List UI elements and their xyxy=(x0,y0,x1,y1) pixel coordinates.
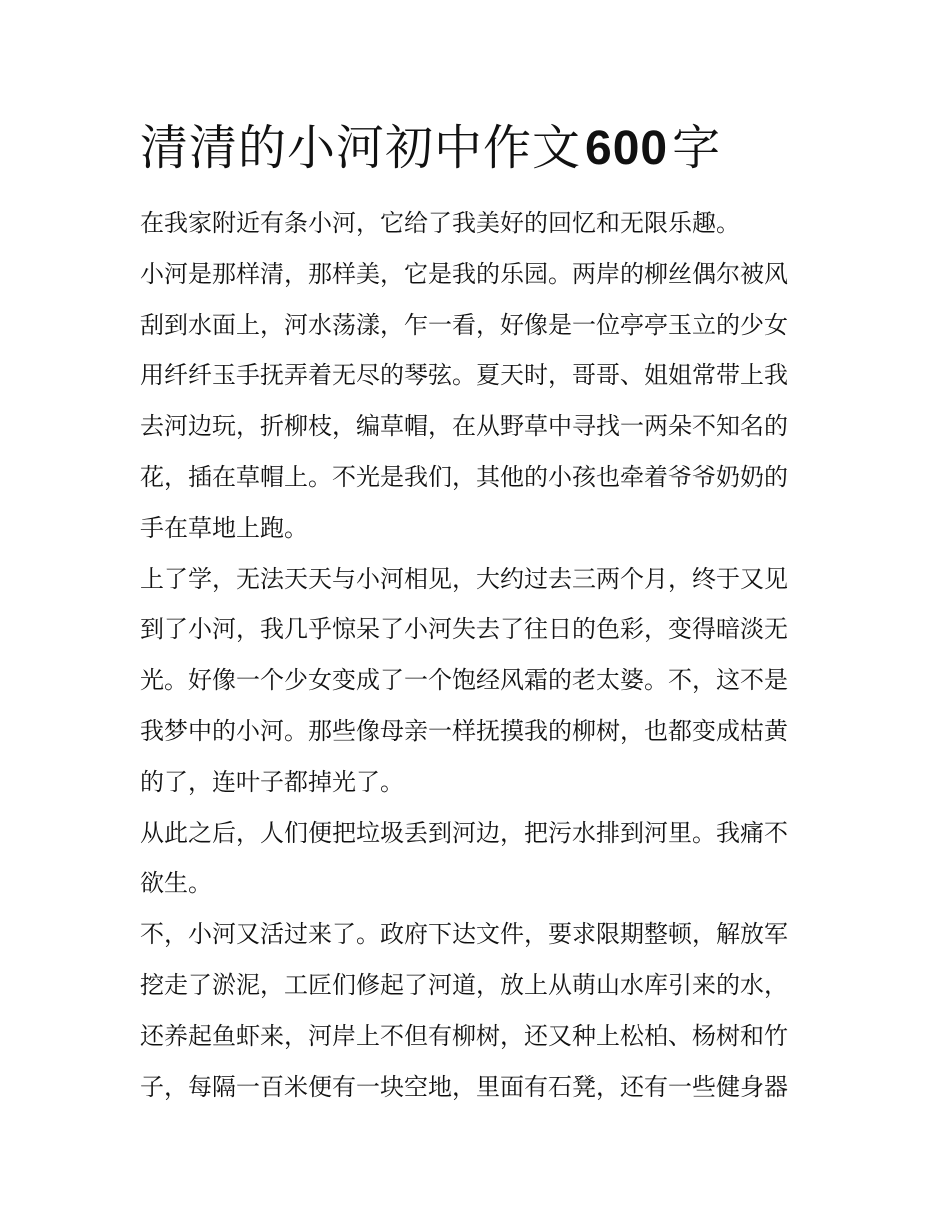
article-body xyxy=(140,198,812,1112)
text-line: 不，小河又活过来了。政府下达文件，要求限期整顿，解放军 xyxy=(140,920,788,949)
title-suffix: 字 xyxy=(672,120,722,176)
text-line: 刮到水面上，河水荡漾，乍一看，好像是一位亭亭玉立的少女 xyxy=(140,310,788,339)
text-line: 手在草地上跑。 xyxy=(140,513,308,542)
text-line: 还养起鱼虾来，河岸上不但有柳树，还又种上松柏、杨树和竹 xyxy=(140,1021,788,1050)
text-line: 欲生。 xyxy=(140,869,212,898)
text-line: 去河边玩，折柳枝，编草帽，在从野草中寻找一两朵不知名的 xyxy=(140,412,788,441)
text-line: 子，每隔一百米便有一块空地，里面有石凳，还有一些健身器 xyxy=(140,1072,788,1101)
text-line: 从此之后，人们便把垃圾丢到河边，把污水排到河里。我痛不 xyxy=(140,818,788,847)
text-line: 挖走了淤泥，工匠们修起了河道，放上从萌山水库引来的水， xyxy=(140,970,788,999)
title-text: 清清的小河初中作文 xyxy=(140,120,582,176)
text-line: 的了，连叶子都掉光了。 xyxy=(140,767,404,796)
page-title xyxy=(140,116,721,181)
text-line: 我梦中的小河。那些像母亲一样抚摸我的柳树，也都变成枯黄 xyxy=(140,716,788,745)
text-line: 到了小河，我几乎惊呆了小河失去了往日的色彩，变得暗淡无 xyxy=(140,615,788,644)
title-number: 600 xyxy=(585,122,669,175)
text-line: 在我家附近有条小河，它给了我美好的回忆和无限乐趣。 xyxy=(140,209,740,237)
text-line: 光。好像一个少女变成了一个饱经风霜的老太婆。不，这不是 xyxy=(140,666,788,695)
text-line: 用纤纤玉手抚弄着无尽的琴弦。夏天时，哥哥、姐姐常带上我 xyxy=(140,361,788,390)
text-line: 花，插在草帽上。不光是我们，其他的小孩也牵着爷爷奶奶的 xyxy=(140,462,788,491)
text-line: 小河是那样清，那样美，它是我的乐园。两岸的柳丝偶尔被风 xyxy=(140,259,788,288)
text-line: 上了学，无法天天与小河相见，大约过去三两个月，终于又见 xyxy=(140,564,788,593)
